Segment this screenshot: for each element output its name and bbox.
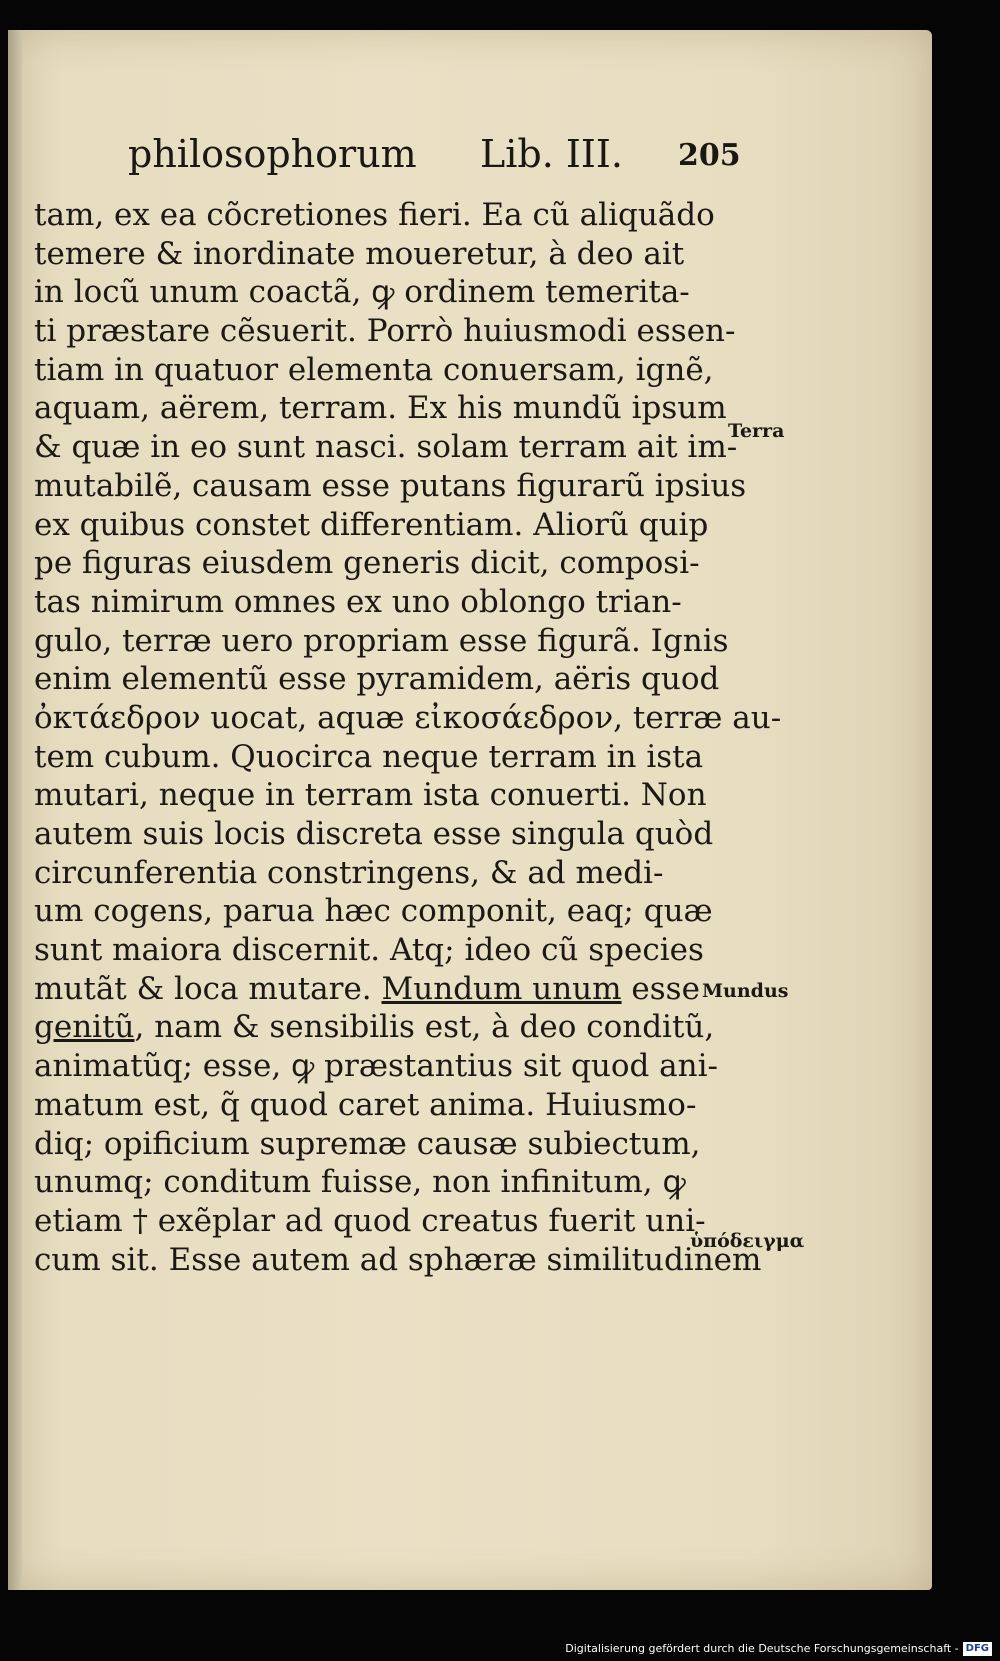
text-line: tas nimirum omnes ex uno oblongo trian- [34,583,682,620]
text-line: autem suis locis discreta esse singula quòd [34,816,714,852]
text-line: animatũq; esse, ꝙ præstantius sit quod ani- [34,1048,719,1085]
text-line: ex quibus constet differentiam. Aliorũ quip [34,506,709,543]
text-line: etiam † exẽplar ad quod creatus fuerit uni- [34,1202,706,1239]
text-line: & quæ in eo sunt nasci. solam terram ait im- [34,429,738,466]
text-line: sunt maiora discernit. Atq; ideo cũ species [34,932,704,969]
text-line: matum est, q̃ quod caret anima. Huiusmo- [34,1086,697,1123]
text-line: circunferentia constringens, & ad medi- [34,854,664,891]
text-line: um cogens, parua hæc componit, eaq; quæ [34,893,713,930]
margin-note-greek: ὑπόδειγμα [690,1230,805,1252]
text-line: gulo, terræ uero propriam esse figurã. Ignis [34,622,729,659]
book-number: Lib. III. [480,132,623,176]
text-line: temere & inordinate moueretur, à deo ait [34,235,685,272]
text-line-underlined [34,970,734,1009]
margin-note-mundus: Mundus [702,980,789,1002]
text-line: tiam in quatuor elementa conuersam, ignẽ, [34,351,714,388]
text-line: ti præstare cẽsuerit. Porrò huiusmodi essen- [34,313,736,350]
text-line: pe figuras eiusdem generis dicit, composi- [34,545,700,582]
text-line: tam, ex ea cõcretiones fieri. Ea cũ aliquãdo [34,197,715,233]
text-line: diq; opificium supremæ causæ subiectum, [34,1125,701,1162]
underlined-phrase: Mundum unum [381,970,622,1007]
page-header [128,130,741,186]
text-line-underlined [34,1008,734,1047]
dfg-logo: DFG [963,1642,992,1656]
underlined-phrase: genitũ [34,1009,135,1046]
text-line: mutari, neque in terram ista conuerti. Non [34,777,707,814]
text-line: cum sit. Esse autem ad sphæræ similitudinem [34,1241,762,1278]
credit-text: Digitalisierung gefördert durch die Deutsche Forschungsgemeinschaft - [565,1642,959,1655]
text-line: ὀκτάεδρον uocat, aquæ εἰκοσάεδρον, terræ au- [34,699,782,736]
text-segment: mutãt & loca mutare. [34,970,382,1007]
text-line: aquam, aërem, terram. Ex his mundũ ipsum [34,390,727,427]
text-segment: , nam & sensibilis est, à deo conditũ, [134,1009,715,1046]
text-line: tem cubum. Quocirca neque terram in ista [34,738,704,775]
page-gutter [8,30,22,1590]
running-title: philosophorum [128,132,417,176]
page-number: 205 [678,138,741,173]
text-line: enim elementũ esse pyramidem, aëris quod [34,661,720,698]
text-segment: esse [621,970,700,1007]
text-line: unumq; conditum fuisse, non infinitum, ꝙ [34,1164,686,1201]
text-line: in locũ unum coactã, ꝙ ordinem temerita- [34,274,690,311]
text-line: mutabilẽ, causam esse putans figurarũ ipsius [34,467,747,504]
digitization-credit [565,1639,992,1659]
margin-note-terra: Terra [728,420,785,442]
